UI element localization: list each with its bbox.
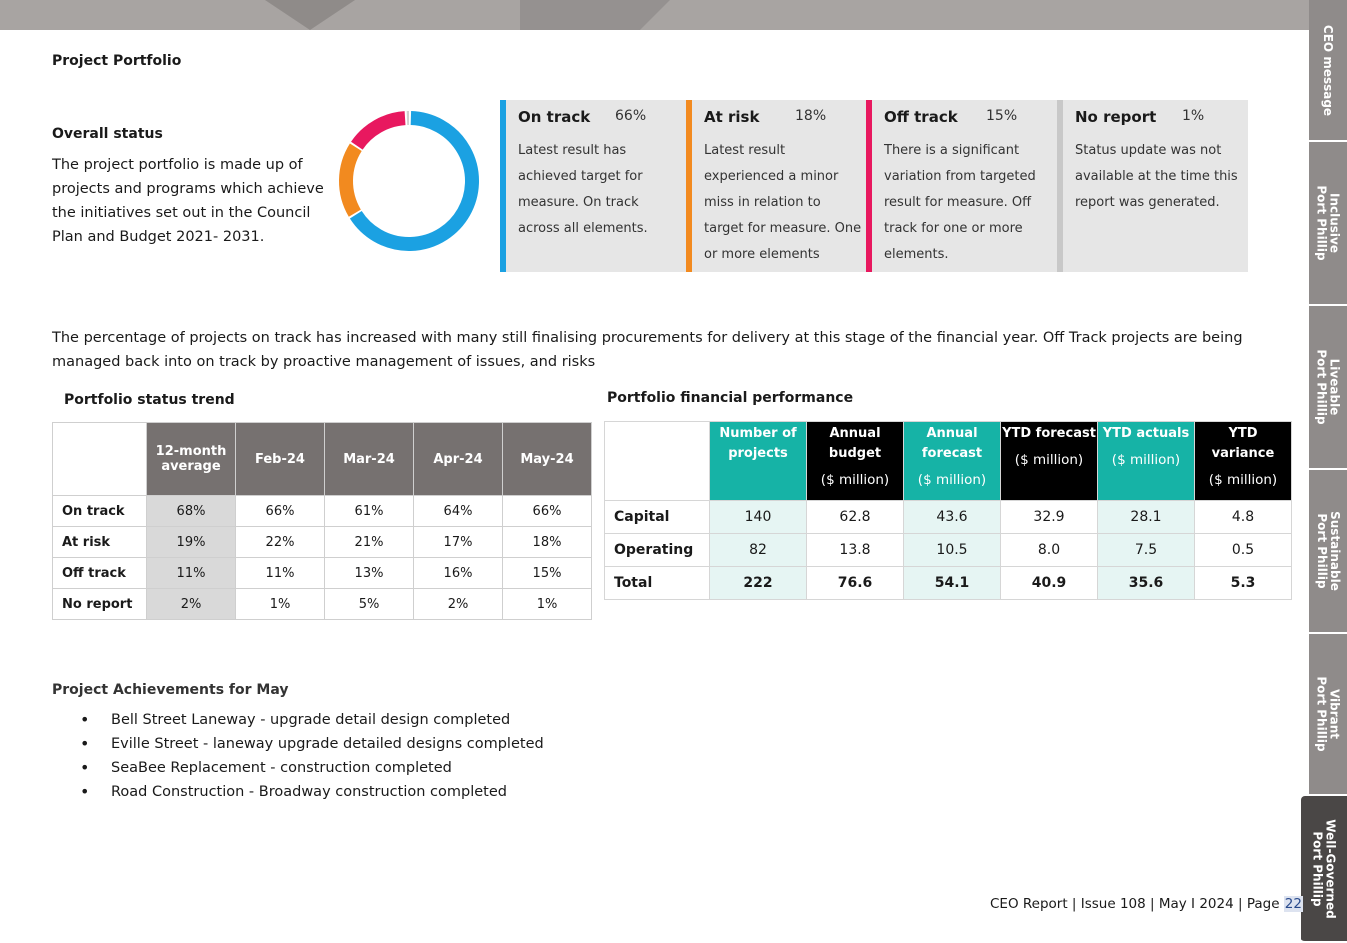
row-label: No report — [53, 589, 147, 620]
page-title: Project Portfolio — [52, 53, 181, 69]
table-cell: 5% — [325, 589, 414, 620]
status-trend-table — [52, 422, 592, 620]
banner-decoration — [520, 0, 670, 30]
table-header-cell: Feb-24 — [236, 423, 325, 496]
table-cell: 15% — [503, 558, 592, 589]
header-label: YTD forecast — [1001, 424, 1097, 444]
status-color-bar — [686, 100, 692, 272]
table-header-cell: May-24 — [503, 423, 592, 496]
row-label: Capital — [605, 501, 710, 534]
table-cell: 18% — [503, 527, 592, 558]
table-header-cell — [1001, 422, 1098, 501]
status-name: Off track — [884, 108, 958, 126]
status-legend-panel — [500, 100, 1248, 272]
status-percent: 18% — [795, 108, 826, 124]
list-item: • SeaBee Replacement - construction completed — [80, 756, 544, 780]
list-item: • Eville Street - laneway upgrade detailed designs completed — [80, 732, 544, 756]
banner-decoration — [265, 0, 355, 30]
table-row — [53, 496, 592, 527]
achievements-heading: Project Achievements for May — [52, 682, 288, 698]
table-cell: 13% — [325, 558, 414, 589]
list-item: • Road Construction - Broadway construction completed — [80, 780, 544, 804]
table-header-cell: Mar-24 — [325, 423, 414, 496]
table-header-cell — [1195, 422, 1292, 501]
table-cell: 0.5 — [1195, 534, 1292, 567]
table-cell: 1% — [236, 589, 325, 620]
overall-status-text: The project portfolio is made up of projects and programs which achieve the initiatives set out in the Council Plan and Budget 2021- 2031. — [52, 153, 332, 249]
table-cell: 82 — [710, 534, 807, 567]
overall-status-heading: Overall status — [52, 126, 163, 142]
header-unit: ($ million) — [1195, 472, 1291, 488]
table-cell: 66% — [236, 496, 325, 527]
header-label: Annual budget — [807, 424, 903, 464]
table-corner-cell — [605, 422, 710, 501]
table-cell: 11% — [147, 558, 236, 589]
table-cell: 16% — [414, 558, 503, 589]
row-label: Total — [605, 567, 710, 600]
tab-inclusive-port-phillip[interactable] — [1309, 142, 1347, 306]
status-donut-chart — [336, 108, 482, 254]
status-percent: 66% — [615, 108, 646, 124]
table-cell: 13.8 — [807, 534, 904, 567]
status-card-no-report — [1057, 100, 1248, 272]
status-description: There is a significant variation from targeted result for measure. Off track for one or more elements. — [884, 138, 1052, 268]
table-row-total — [605, 567, 1292, 600]
tab-ceo-message[interactable] — [1309, 0, 1347, 142]
table-row — [53, 527, 592, 558]
table-cell: 32.9 — [1001, 501, 1098, 534]
row-label: Operating — [605, 534, 710, 567]
status-percent: 1% — [1182, 108, 1204, 124]
status-card-on-track — [500, 100, 686, 272]
table-row — [605, 534, 1292, 567]
table-row — [53, 558, 592, 589]
table-cell: 64% — [414, 496, 503, 527]
table-cell: 43.6 — [904, 501, 1001, 534]
table-header-cell: Apr-24 — [414, 423, 503, 496]
status-description: Latest result experienced a minor miss in relation to target for measure. One or more elements — [704, 138, 864, 268]
table-cell: 21% — [325, 527, 414, 558]
status-name: On track — [518, 108, 590, 126]
table-corner-cell — [53, 423, 147, 496]
tab-label: Sustainable Port Phillip — [1315, 511, 1341, 591]
status-color-bar — [500, 100, 506, 272]
summary-paragraph: The percentage of projects on track has increased with many still finalising procurements for delivery at this stage of the financial year. Off Track projects are being managed back into on track by proactive management of issues, and risks — [52, 326, 1282, 374]
table-cell: 19% — [147, 527, 236, 558]
tab-sustainable-port-phillip[interactable] — [1309, 470, 1347, 634]
table-cell: 54.1 — [904, 567, 1001, 600]
row-label: At risk — [53, 527, 147, 558]
table-cell: 17% — [414, 527, 503, 558]
table-cell: 2% — [414, 589, 503, 620]
table-cell: 11% — [236, 558, 325, 589]
tab-liveable-port-phillip[interactable] — [1309, 306, 1347, 470]
achievements-list — [80, 708, 544, 804]
financial-table-title: Portfolio financial performance — [607, 390, 853, 406]
table-header-row — [53, 423, 592, 496]
tab-vibrant-port-phillip[interactable] — [1309, 634, 1347, 796]
tab-label: CEO message — [1322, 24, 1335, 115]
table-cell: 4.8 — [1195, 501, 1292, 534]
status-name: At risk — [704, 108, 759, 126]
status-description: Status update was not available at the time this report was generated. — [1075, 138, 1250, 216]
page-number: 22 — [1284, 896, 1303, 912]
row-label: Off track — [53, 558, 147, 589]
header-label: YTD actuals — [1098, 424, 1194, 444]
header-unit: ($ million) — [904, 472, 1000, 488]
table-cell: 62.8 — [807, 501, 904, 534]
tab-well-governed-port-phillip[interactable] — [1301, 796, 1347, 943]
header-label: YTD variance — [1195, 424, 1291, 464]
tab-label: Liveable Port Phillip — [1315, 349, 1341, 424]
tab-label: Inclusive Port Phillip — [1315, 185, 1341, 260]
table-row — [53, 589, 592, 620]
table-row — [605, 501, 1292, 534]
table-cell: 5.3 — [1195, 567, 1292, 600]
header-unit: ($ million) — [1098, 452, 1194, 468]
donut-slice-off-track — [357, 118, 405, 146]
table-cell: 222 — [710, 567, 807, 600]
trend-table-title: Portfolio status trend — [64, 392, 235, 408]
row-label: On track — [53, 496, 147, 527]
table-cell: 10.5 — [904, 534, 1001, 567]
table-cell: 68% — [147, 496, 236, 527]
table-cell: 28.1 — [1098, 501, 1195, 534]
tab-label: Well-Governed Port Phillip — [1311, 819, 1337, 918]
status-card-off-track — [866, 100, 1057, 272]
table-header-cell — [710, 422, 807, 501]
header-banner — [0, 0, 1310, 30]
status-description: Latest result has achieved target for measure. On track across all elements. — [518, 138, 668, 242]
table-cell: 35.6 — [1098, 567, 1195, 600]
status-color-bar — [1057, 100, 1063, 272]
tab-label: Vibrant Port Phillip — [1315, 676, 1341, 751]
header-unit: ($ million) — [1001, 452, 1097, 468]
table-header-row — [605, 422, 1292, 501]
header-unit: ($ million) — [807, 472, 903, 488]
table-cell: 22% — [236, 527, 325, 558]
status-card-at-risk — [686, 100, 866, 272]
table-header-cell — [904, 422, 1001, 501]
table-header-cell — [807, 422, 904, 501]
status-color-bar — [866, 100, 872, 272]
header-label: Annual forecast — [904, 424, 1000, 464]
list-item: • Bell Street Laneway - upgrade detail design completed — [80, 708, 544, 732]
table-cell: 40.9 — [1001, 567, 1098, 600]
status-name: No report — [1075, 108, 1156, 126]
table-cell: 2% — [147, 589, 236, 620]
page-footer — [990, 896, 1303, 912]
table-cell: 7.5 — [1098, 534, 1195, 567]
table-cell: 1% — [503, 589, 592, 620]
table-cell: 76.6 — [807, 567, 904, 600]
status-percent: 15% — [986, 108, 1017, 124]
table-header-cell — [1098, 422, 1195, 501]
donut-slice-at-risk — [346, 147, 356, 213]
table-cell: 140 — [710, 501, 807, 534]
financial-performance-table — [604, 421, 1292, 600]
table-header-cell: 12-month average — [147, 423, 236, 496]
header-label: Number of projects — [710, 424, 806, 464]
section-tabs — [1309, 0, 1347, 941]
table-cell: 61% — [325, 496, 414, 527]
footer-text: CEO Report | Issue 108 | May I 2024 | Page — [990, 896, 1284, 912]
table-cell: 8.0 — [1001, 534, 1098, 567]
table-cell: 66% — [503, 496, 592, 527]
